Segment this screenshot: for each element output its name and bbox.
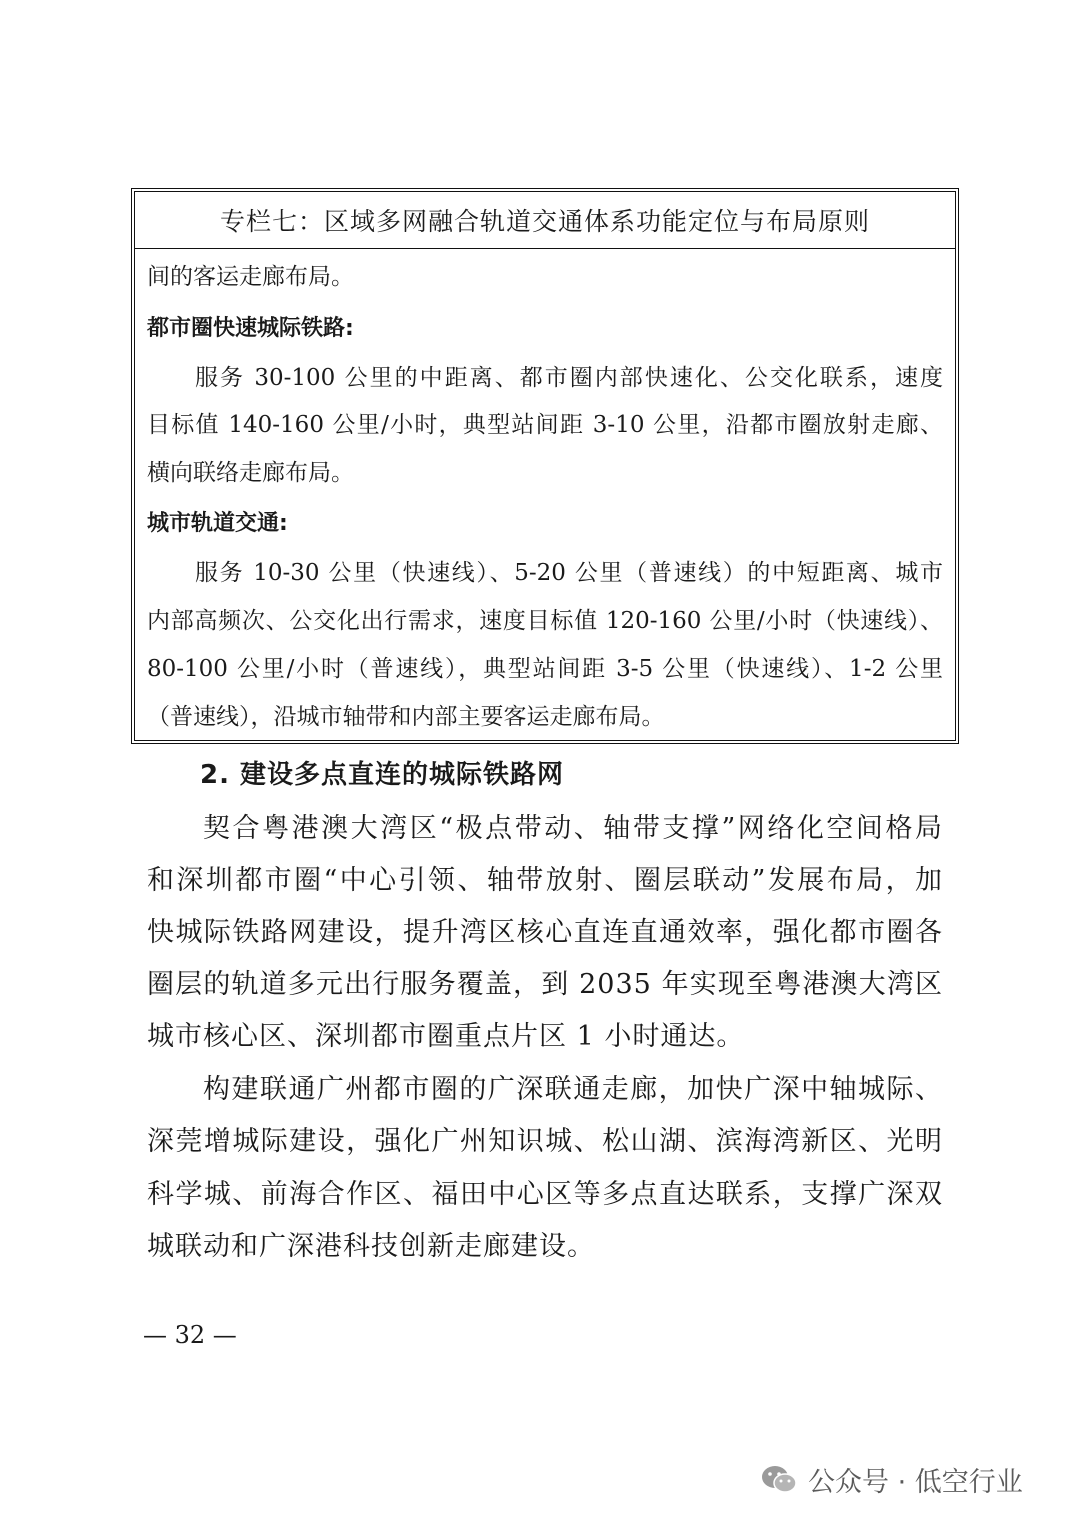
- box-text-line: 服务 30-100 公里的中距离、都市圈内部快速化、公交化联系，速度: [195, 365, 943, 391]
- section2-heading: 城市轨道交通:: [147, 511, 288, 536]
- box-text-line: 目标值 140-160 公里/小时，典型站间距 3-10 公里，沿都市圈放射走廊、: [147, 412, 943, 438]
- box-text-line: 间的客运走廊布局。: [147, 264, 354, 290]
- paragraph-line: 深莞增城际建设，强化广州知识城、松山湖、滨海湾新区、光明: [147, 1126, 943, 1157]
- paragraph-line: 城联动和广深港科技创新走廊建设。: [147, 1231, 595, 1262]
- paragraph-line: 构建联通广州都市圈的广深联通走廊，加快广深中轴城际、: [203, 1074, 943, 1105]
- wechat-icon: [760, 1464, 798, 1496]
- box-text-line: 内部高频次、公交化出行需求，速度目标值 120-160 公里/小时（快速线）、: [147, 608, 943, 634]
- section1-heading: 都市圈快速城际铁路:: [147, 316, 354, 341]
- box-title: 专栏七：区域多网融合轨道交通体系功能定位与布局原则: [135, 192, 955, 249]
- paragraph-line: 契合粤港澳大湾区“极点带动、轴带支撑”网络化空间格局: [203, 813, 943, 844]
- page-number: — 32 —: [143, 1321, 237, 1349]
- paragraph-line: 科学城、前海合作区、福田中心区等多点直达联系，支撑广深双: [147, 1179, 943, 1210]
- watermark: [760, 1460, 1023, 1499]
- paragraph-line: 城市核心区、深圳都市圈重点片区 1 小时通达。: [147, 1021, 745, 1052]
- box-text-line: 80-100 公里/小时（普速线），典型站间距 3-5 公里（快速线）、1-2 公里: [147, 656, 943, 682]
- box-text-line: 横向联络走廊布局。: [147, 460, 354, 486]
- section-heading: 2. 建设多点直连的城际铁路网: [200, 760, 565, 790]
- box-text-line: （普速线），沿城市轴带和内部主要客运走廊布局。: [147, 704, 665, 730]
- paragraph-line: 和深圳都市圈“中心引领、轴带放射、圈层联动”发展布局，加: [147, 865, 943, 896]
- paragraph-line: 圈层的轨道多元出行服务覆盖，到 2035 年实现至粤港澳大湾区: [147, 969, 943, 1000]
- paragraph-line: 快城际铁路网建设，提升湾区核心直连直通效率，强化都市圈各: [147, 917, 943, 948]
- watermark-text: 公众号 · 低空行业: [808, 1467, 1023, 1498]
- box-text-line: 服务 10-30 公里（快速线）、5-20 公里（普速线）的中短距离、城市: [195, 560, 943, 586]
